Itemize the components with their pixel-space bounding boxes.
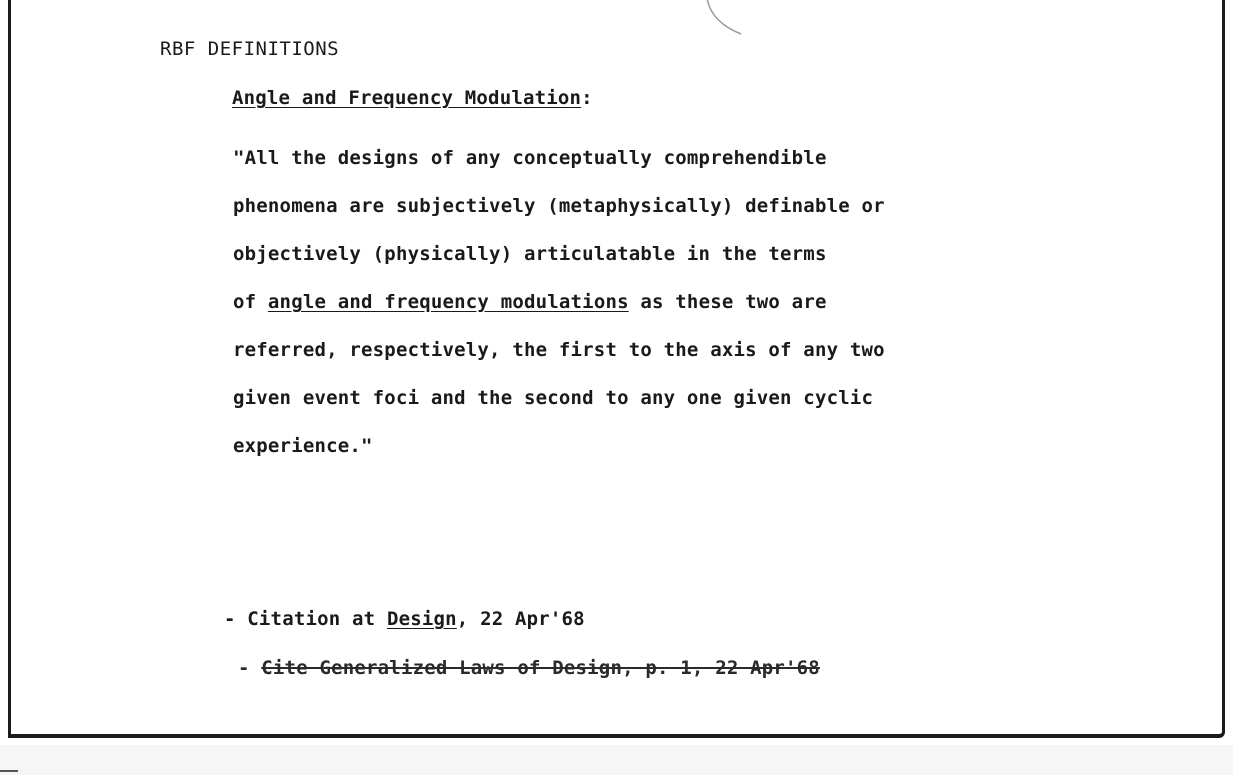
citation-date: , 22 Apr'68 xyxy=(456,608,585,630)
quote-line: "All the designs of any conceptually comprehendible xyxy=(233,147,827,169)
edge-mark xyxy=(0,770,18,772)
quote-line xyxy=(233,278,1113,326)
citation xyxy=(224,608,585,630)
quote-line: experience." xyxy=(233,435,373,457)
pen-mark-icon xyxy=(705,0,747,38)
quote-underlined-phrase: angle and frequency modulations xyxy=(267,291,629,313)
quote-line-start: of xyxy=(233,291,268,313)
citation-prefix: - Citation at xyxy=(224,608,387,630)
citation-source: Design xyxy=(386,608,457,630)
card-heading: RBF DEFINITIONS xyxy=(160,38,340,60)
quote-line-end: as these two are xyxy=(628,291,827,313)
struck-citation-dash: - xyxy=(238,657,262,679)
quote-line: referred, respectively, the first to the axis of any two xyxy=(233,339,885,361)
definition-term xyxy=(232,87,593,109)
quote-line: objectively (physically) articulatable in the terms xyxy=(233,243,827,265)
quote-line: phenomena are subjectively (metaphysically) definable or xyxy=(233,195,885,217)
definition-term-text: Angle and Frequency Modulation xyxy=(232,87,582,109)
definition-quote xyxy=(233,134,1113,470)
struck-citation xyxy=(238,657,820,679)
page-bottom-strip xyxy=(0,745,1233,775)
struck-citation-text: Cite Generalized Laws of Design, p. 1, 22 Apr'68 xyxy=(261,657,820,679)
quote-line: given event foci and the second to any one given cyclic xyxy=(233,387,874,409)
definition-term-colon: : xyxy=(581,87,593,109)
